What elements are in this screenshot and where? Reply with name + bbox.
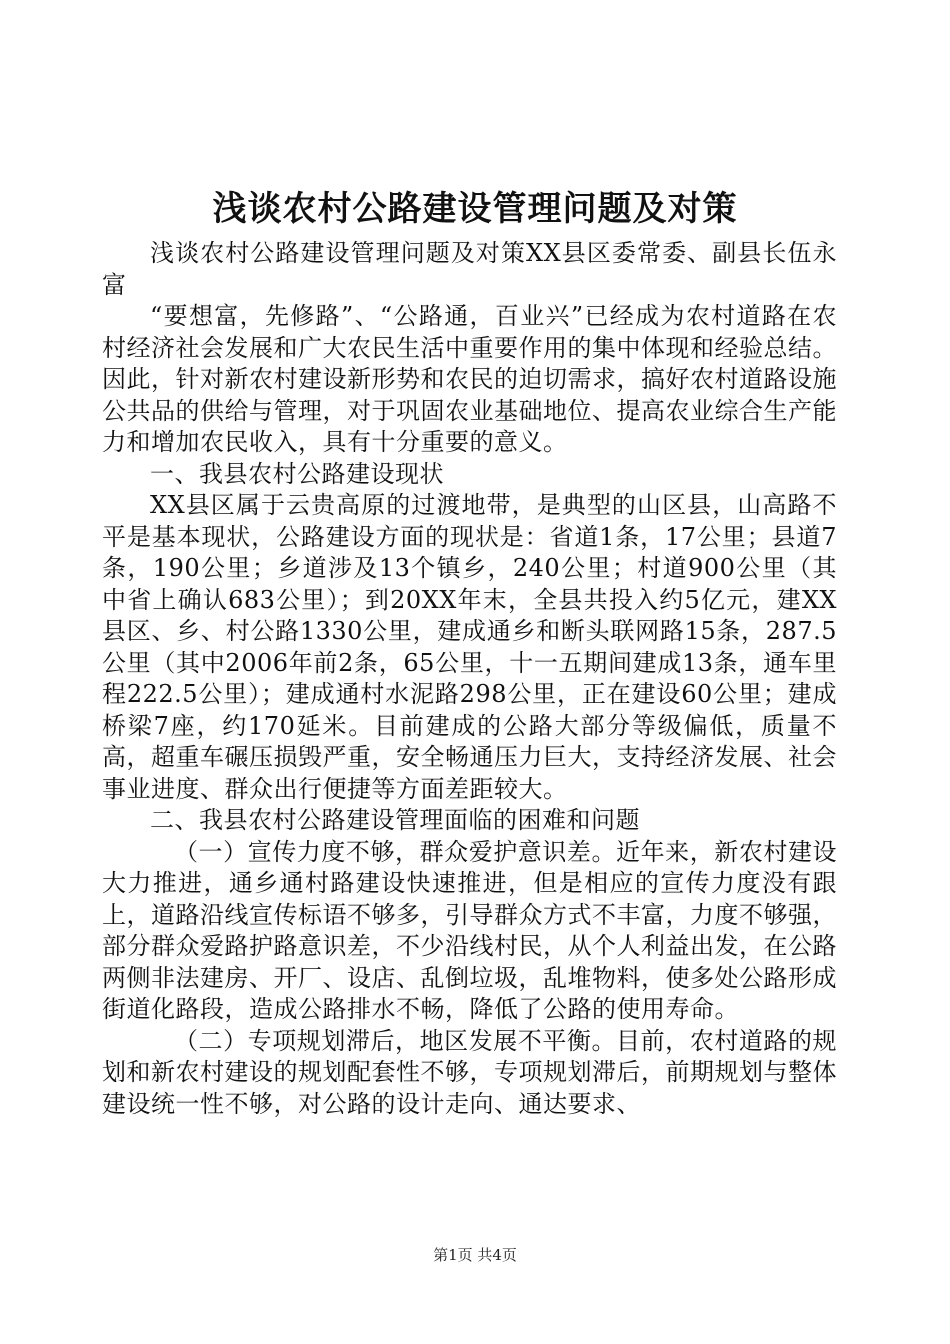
section-heading-2: 二、我县农村公路建设管理面临的困难和问题	[150, 806, 640, 834]
author-line: 浅谈农村公路建设管理问题及对策XX县区委常委、副县长伍永富	[102, 239, 837, 299]
problem-paragraph-2: （二）专项规划滞后，地区发展不平衡。目前，农村道路的规划和新农村建设的规划配套性不够，专项规划滞后，前期规划与整体建设统一性不够，对公路的设计走向、通达要求、	[102, 1026, 837, 1118]
problem-paragraph-1: （一）宣传力度不够，群众爱护意识差。近年来，新农村建设大力推进，通乡通村路建设快速推进，但是相应的宣传力度没有跟上，道路沿线宣传标语不够多，引导群众方式不丰富，力度不够强，部分群众爱路护路意识差，不少沿线村民，从个人利益出发，在公路两侧非法建房、开厂、设店、乱倒垃圾，乱堆物料，使多处公路形成街道化路段，造成公路排水不畅，降低了公路的使用寿命。	[102, 837, 837, 1023]
section-heading-1: 一、我县农村公路建设现状	[150, 459, 444, 488]
intro-paragraph: “要想富，先修路”、“公路通，百业兴”已经成为农村道路在农村经济社会发展和广大农民生活中重要作用的集中体现和经验总结。因此，针对新农村建设新形势和农民的迫切需求，搞好农村道路设施公共品的供给与管理，对于巩固农业基础地位、提高农业综合生产能力和增加农民收入，具有十分重要的意义。	[102, 302, 837, 456]
document-title: 浅谈农村公路建设管理问题及对策	[212, 189, 738, 229]
document-body	[102, 238, 837, 1120]
page-number-footer: 第1页 共4页	[433, 1246, 517, 1264]
status-paragraph: XX县区属于云贵高原的过渡地带，是典型的山区县，山高路不平是基本现状，公路建设方面的现状是：省道1条，17公里；县道7条，190公里；乡道涉及13个镇乡，240公里；村道900公里（其中省上确认683公里）；到20XX年末，全县共投入约5亿元，建XX县区、乡、村公路1330公里，建成通乡和断头联网路15条，287.5公里（其中2006年前2条，65公里，十一五期间建成13条，通车里程222.5公里）；建成通村水泥路298公里，正在建设60公里；建成桥梁7座，约170延米。目前建成的公路大部分等级偏低，质量不高，超重车碾压损毁严重，安全畅通压力巨大，支持经济发展、社会事业进度、群众出行便捷等方面差距较大。	[102, 491, 837, 803]
